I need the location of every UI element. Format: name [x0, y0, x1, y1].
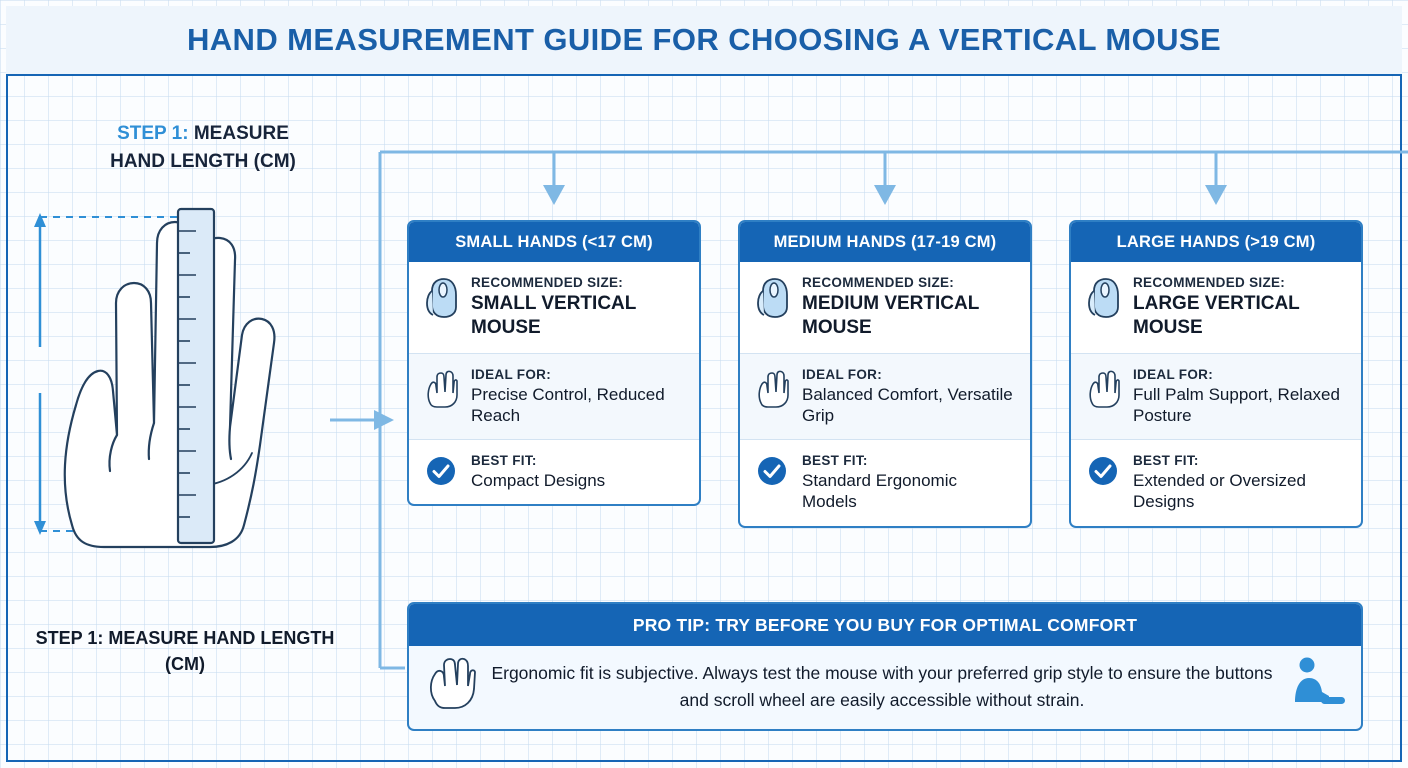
row-label: RECOMMENDED SIZE:: [471, 275, 624, 290]
hand-grip-icon: [423, 657, 479, 716]
check-circle-icon: [752, 453, 792, 487]
row-value: LARGE VERTICAL MOUSE: [1133, 293, 1300, 338]
row-label: BEST FIT:: [802, 453, 868, 468]
card-header: MEDIUM HANDS (17-19 CM): [740, 222, 1030, 262]
person-using-mouse-icon: [1285, 656, 1347, 717]
row-label: IDEAL FOR:: [1133, 366, 1213, 382]
hand-measure-graphic: [20, 195, 360, 585]
card-medium-hands[interactable]: [738, 220, 1032, 528]
card-header: LARGE HANDS (>19 CM): [1071, 222, 1361, 262]
row-label: RECOMMENDED SIZE:: [1133, 275, 1286, 290]
vertical-mouse-icon: [421, 275, 461, 319]
row-label: BEST FIT:: [1133, 453, 1199, 468]
card-row-recommended-size: [1071, 262, 1361, 354]
row-value: Standard Ergonomic Models: [802, 471, 957, 512]
pro-tip-text: Ergonomic fit is subjective. Always test the mouse with your preferred grip style to ensure the buttons and scroll wheel are easily accessible without strain.: [491, 663, 1273, 710]
card-row-ideal-for: [409, 354, 699, 441]
ruler-icon: [178, 209, 214, 543]
row-value: SMALL VERTICAL MOUSE: [471, 293, 637, 338]
row-label: IDEAL FOR:: [802, 366, 882, 382]
row-label: RECOMMENDED SIZE:: [802, 275, 955, 290]
hand-illustration: [20, 195, 360, 585]
step-one-label: [58, 120, 348, 175]
row-value: Extended or Oversized Designs: [1133, 471, 1306, 512]
pro-tip-panel: [407, 602, 1363, 731]
card-row-ideal-for: [1071, 354, 1361, 441]
step-one-rest: MEASURE: [188, 123, 289, 144]
step-one-accent: STEP 1:: [117, 123, 189, 144]
row-value: Full Palm Support, Relaxed Posture: [1133, 384, 1340, 425]
hand-outline-icon: [65, 222, 275, 547]
row-value: Compact Designs: [471, 471, 606, 490]
hand-icon: [752, 367, 792, 409]
hand-icon: [1083, 367, 1123, 409]
row-label: IDEAL FOR:: [471, 366, 551, 382]
hand-caption: STEP 1: MEASURE HAND LENGTH (CM): [35, 628, 335, 675]
row-label: BEST FIT:: [471, 453, 537, 468]
measure-arrow-icon: [34, 213, 46, 535]
vertical-mouse-icon: [752, 275, 792, 319]
title-bar: [6, 6, 1402, 76]
step-one-line2: HAND LENGTH (CM): [110, 150, 296, 172]
vertical-mouse-icon: [1083, 275, 1123, 319]
card-row-recommended-size: [740, 262, 1030, 354]
check-circle-icon: [421, 453, 461, 487]
check-circle-icon: [1083, 453, 1123, 487]
card-row-best-fit: [740, 440, 1030, 526]
hand-icon: [421, 367, 461, 409]
card-row-best-fit: [409, 440, 699, 504]
pro-tip-header: PRO TIP: TRY BEFORE YOU BUY FOR OPTIMAL COMFORT: [409, 604, 1361, 646]
card-small-hands[interactable]: [407, 220, 701, 506]
row-value: MEDIUM VERTICAL MOUSE: [802, 293, 979, 338]
row-value: Precise Control, Reduced Reach: [471, 384, 665, 425]
card-row-ideal-for: [740, 354, 1030, 441]
row-value: Balanced Comfort, Versatile Grip: [802, 384, 1013, 425]
card-header: SMALL HANDS (<17 CM): [409, 222, 699, 262]
card-large-hands[interactable]: [1069, 220, 1363, 528]
card-row-best-fit: [1071, 440, 1361, 526]
card-row-recommended-size: [409, 262, 699, 354]
page-title: HAND MEASUREMENT GUIDE FOR CHOOSING A VERTICAL MOUSE: [186, 22, 1222, 57]
